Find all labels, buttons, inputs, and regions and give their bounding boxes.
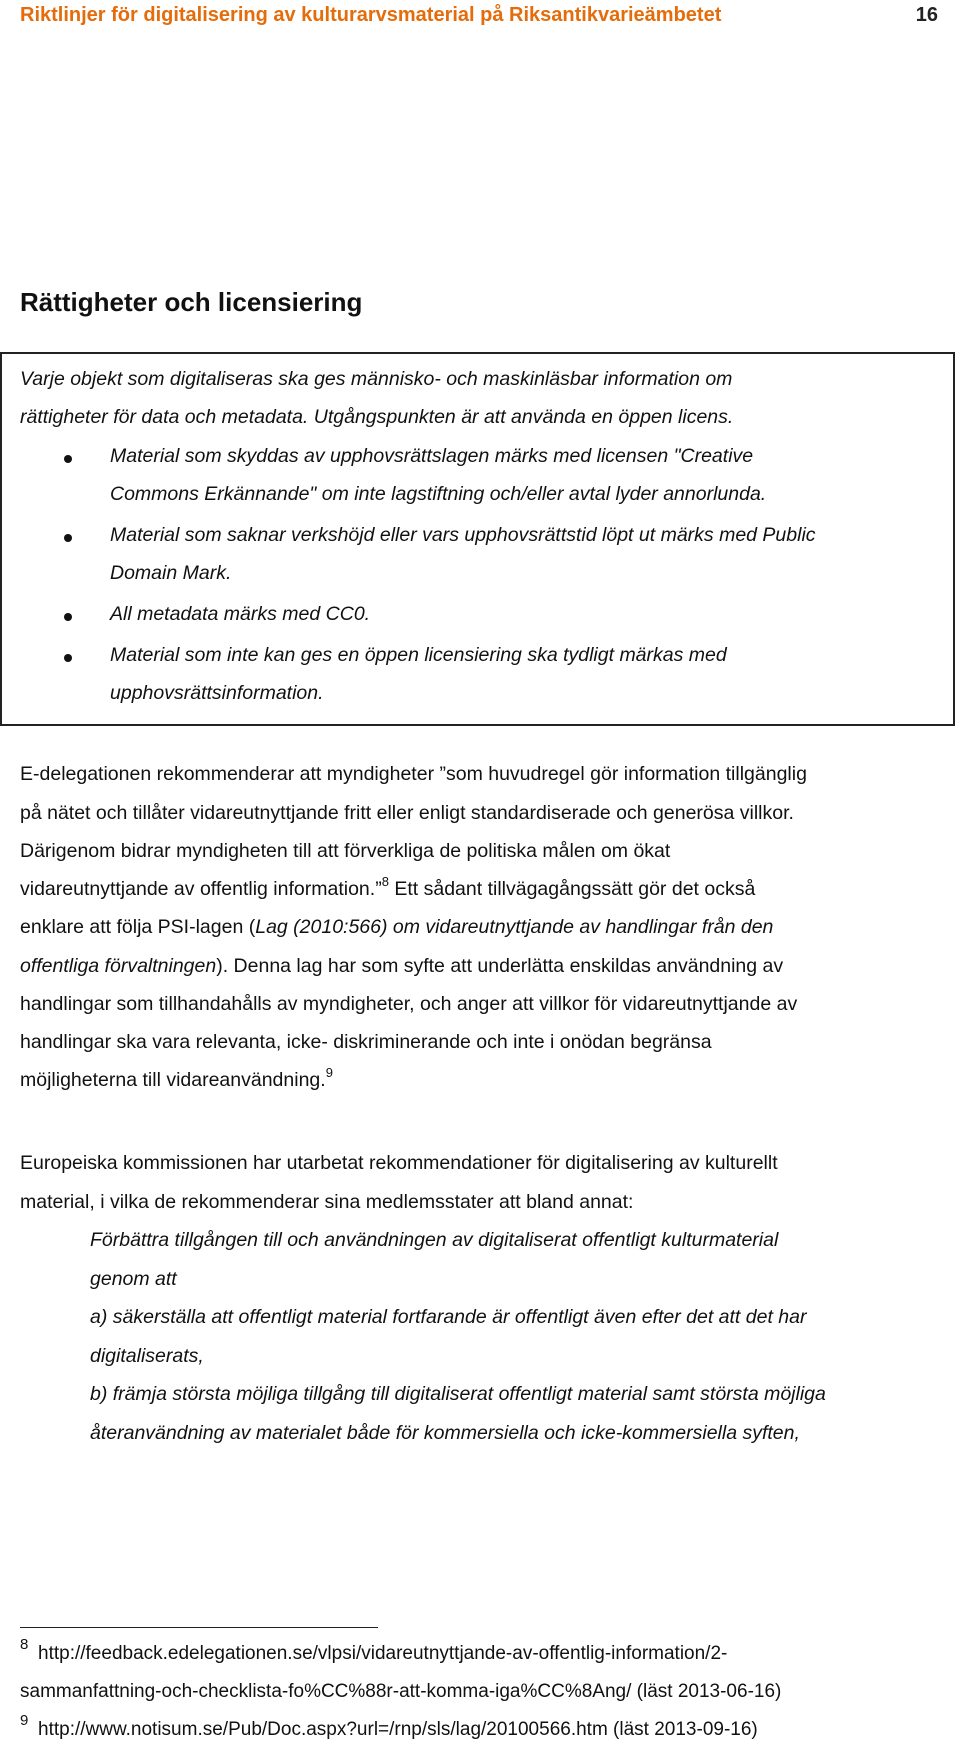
bullet-2-line-2: Domain Mark. bbox=[110, 562, 232, 584]
footnote-divider bbox=[20, 1627, 378, 1628]
box-intro-line-1: Varje objekt som digitaliseras ska ges människo- och maskinläsbar information om bbox=[20, 368, 733, 390]
quote-line-6: återanvändning av materialet både för kommersiella och icke-kommersiella syften, bbox=[90, 1422, 800, 1444]
para2-line-1: Europeiska kommissionen har utarbetat rekommendationer för digitalisering av kulturellt bbox=[20, 1152, 778, 1174]
para1-line-8: handlingar ska vara relevanta, icke- diskriminerande och inte i onödan begränsa bbox=[20, 1031, 712, 1053]
para1-line-1: E-delegationen rekommenderar att myndigheter ”som huvudregel gör information tillgänglig bbox=[20, 763, 807, 785]
bullet-4-line-2: upphovsrättsinformation. bbox=[110, 682, 324, 704]
bullet-1-line-2: Commons Erkännande" om inte lagstiftning och/eller avtal lyder annorlunda. bbox=[110, 483, 767, 505]
footnote-9-number: 9 bbox=[20, 1712, 29, 1729]
footnote-8-line-2[interactable]: sammanfattning-och-checklista-fo%CC%88r-att-komma-iga%CC%8Ang/ (läst 2013-06-16) bbox=[20, 1681, 782, 1702]
bullet-2-line-1: Material som saknar verkshöjd eller vars upphovsrättstid löpt ut märks med Public bbox=[110, 524, 816, 546]
quote-line-2: genom att bbox=[90, 1268, 177, 1290]
quote-line-3: a) säkerställa att offentligt material fortfarande är offentligt även efter det att det har bbox=[90, 1306, 807, 1328]
bullet-4-line-1: Material som inte kan ges en öppen licensiering ska tydligt märkas med bbox=[110, 644, 727, 666]
para2-line-2: material, i vilka de rekommenderar sina medlemsstater att bland annat: bbox=[20, 1191, 634, 1213]
law-title-part-1: Lag (2010:566) om vidareutnyttjande av handlingar från den bbox=[255, 916, 774, 938]
bullet-icon bbox=[64, 534, 72, 542]
footnote-ref-9: 9 bbox=[325, 1065, 333, 1080]
bullet-icon bbox=[64, 654, 72, 662]
header-title: Riktlinjer för digitalisering av kulturarvsmaterial på Riksantikvarieämbetet bbox=[20, 4, 722, 26]
law-title-part-2: offentliga förvaltningen bbox=[20, 955, 217, 977]
box-intro-line-2: rättigheter för data och metadata. Utgångspunkten är att använda en öppen licens. bbox=[20, 406, 734, 428]
para1-line-5 bbox=[20, 916, 773, 939]
para1-line-3: Därigenom bidrar myndigheten till att förverkliga de politiska målen om ökat bbox=[20, 840, 671, 862]
para1-line-4-rest: Ett sådant tillvägagångssätt gör det också bbox=[388, 878, 756, 900]
bullet-icon bbox=[64, 613, 72, 621]
bullet-icon bbox=[64, 455, 72, 463]
section-heading: Rättigheter och licensiering bbox=[20, 287, 363, 317]
footnote-8-link[interactable]: http://feedback.edelegationen.se/vlpsi/vidareutnyttjande-av-offentlig-information/2- bbox=[38, 1643, 728, 1664]
bullet-3-line-1: All metadata märks med CC0. bbox=[110, 603, 371, 625]
para1-line-6 bbox=[20, 955, 783, 978]
quote-line-1: Förbättra tillgången till och användningen av digitaliserat offentligt kulturmaterial bbox=[90, 1229, 779, 1251]
footnote-8-number: 8 bbox=[20, 1636, 29, 1653]
para1-line-6-rest: ). Denna lag har som syfte att underlätta enskildas användning av bbox=[216, 955, 784, 977]
para1-line-9-text: möjligheterna till vidareanvändning. bbox=[20, 1069, 326, 1091]
page-number: 16 bbox=[915, 4, 938, 26]
quote-line-5: b) främja största möjliga tillgång till digitaliserat offentligt material samt största möjliga bbox=[90, 1383, 826, 1405]
bullet-1-line-1: Material som skyddas av upphovsrättslagen märks med licensen "Creative bbox=[110, 445, 754, 467]
para1-line-4-text: vidareutnyttjande av offentlig information.” bbox=[20, 878, 382, 900]
para1-line-2: på nätet och tillåter vidareutnyttjande fritt eller enligt standardiserade och generösa villkor. bbox=[20, 802, 794, 824]
footnote-9-link[interactable]: http://www.notisum.se/Pub/Doc.aspx?url=/rnp/sls/lag/20100566.htm (läst 2013-09-16) bbox=[38, 1719, 758, 1740]
footnote-ref-8: 8 bbox=[381, 874, 389, 889]
para1-line-5-text: enklare att följa PSI-lagen ( bbox=[20, 916, 256, 938]
para1-line-4 bbox=[20, 874, 756, 901]
quote-line-4: digitaliserats, bbox=[90, 1345, 204, 1367]
para1-line-9 bbox=[20, 1065, 333, 1092]
para1-line-7: handlingar som tillhandahålls av myndigheter, och anger att villkor för vidareutnyttjande av bbox=[20, 993, 798, 1015]
